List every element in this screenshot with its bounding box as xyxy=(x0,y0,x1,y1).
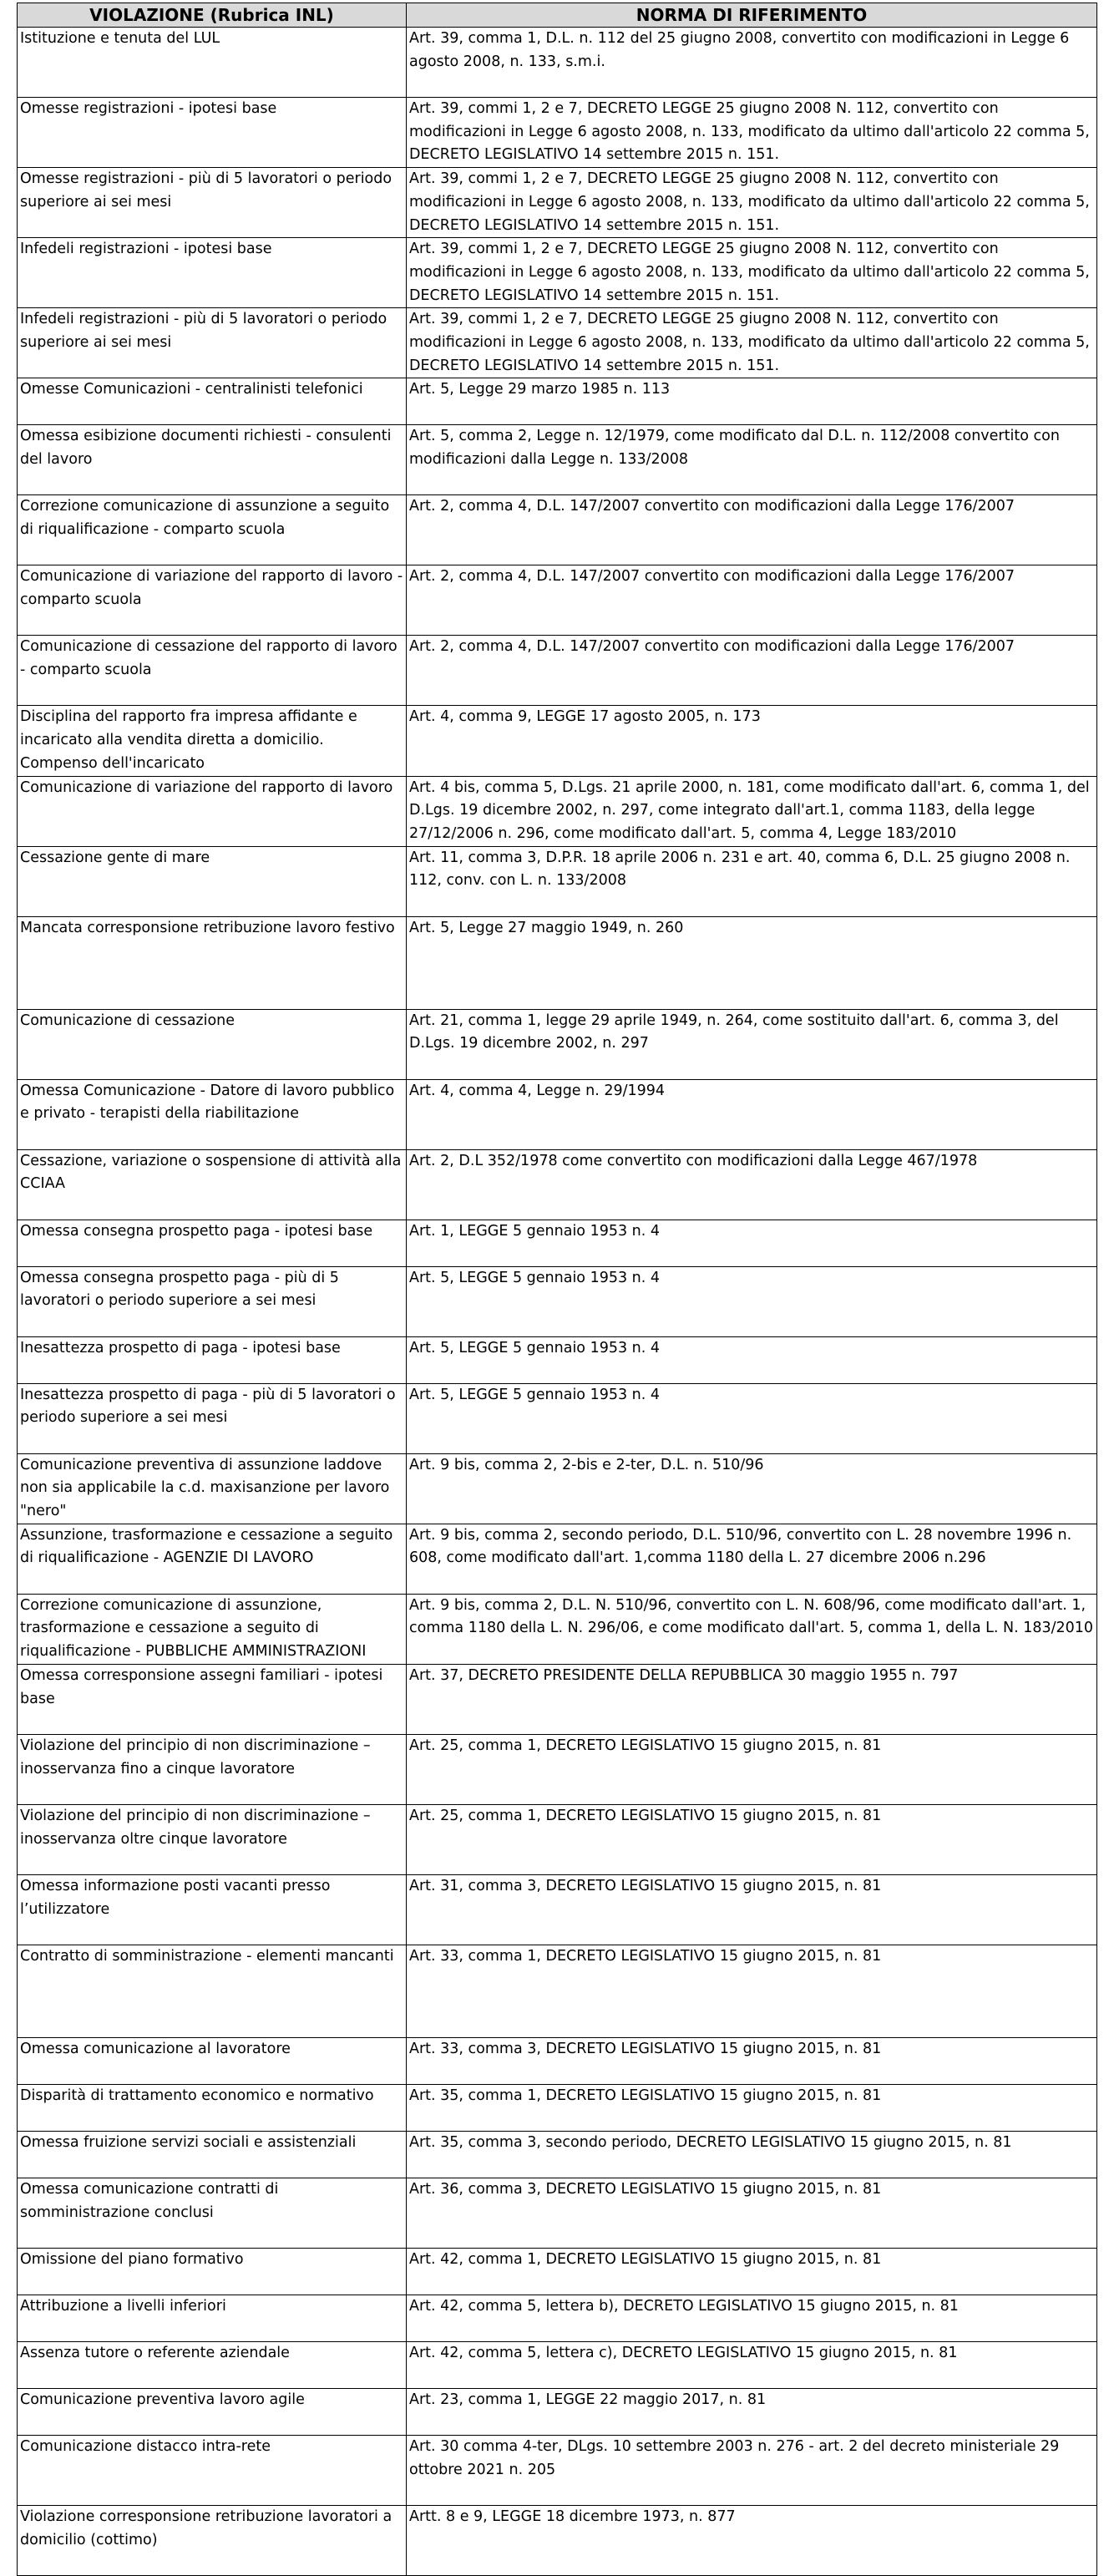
norm-cell: Art. 11, comma 3, D.P.R. 18 aprile 2006 n. 231 e art. 40, comma 6, D.L. 25 giugno 2008 n. 112, conv. con L. n. 133/2008 xyxy=(407,846,1097,916)
violation-cell: Comunicazione preventiva di assunzione laddove non sia applicabile la c.d. maxisanzione per lavoro "nero" xyxy=(18,1453,407,1524)
violation-cell: Comunicazione distacco intra-rete xyxy=(18,2435,407,2505)
violations-table xyxy=(17,3,1097,2576)
violation-cell: Comunicazione preventiva lavoro agile xyxy=(18,2388,407,2435)
norm-cell: Art. 42, comma 5, lettera c), DECRETO LEGISLATIVO 15 giugno 2015, n. 81 xyxy=(407,2341,1097,2388)
norm-cell: Art. 39, comma 1, D.L. n. 112 del 25 giugno 2008, convertito con modificazioni in Legge 6 agosto 2008, n. 133, s.m.i. xyxy=(407,28,1097,98)
table-header-row xyxy=(18,3,1097,28)
table-row xyxy=(18,1734,1097,1804)
norm-cell: Art. 39, commi 1, 2 e 7, DECRETO LEGGE 25 giugno 2008 N. 112, convertito con modificazioni in Legge 6 agosto 2008, n. 133, modificato da ultimo dall'articolo 22 comma 5, DECRETO LEGISLATIVO 14 settembre 2015 n. 151. xyxy=(407,308,1097,378)
violation-cell: Assunzione, trasformazione e cessazione a seguito di riqualificazione - AGENZIE DI LAVORO xyxy=(18,1524,407,1594)
violation-cell: Mancata corresponsione retribuzione lavoro festivo xyxy=(18,916,407,1009)
norm-cell: Art. 21, comma 1, legge 29 aprile 1949, n. 264, come sostituito dall'art. 6, comma 3, del D.Lgs. 19 dicembre 2002, n. 297 xyxy=(407,1009,1097,1079)
norm-cell: Art. 2, comma 4, D.L. 147/2007 convertito con modificazioni dalla Legge 176/2007 xyxy=(407,565,1097,636)
table-row xyxy=(18,2037,1097,2084)
norm-cell: Art. 39, commi 1, 2 e 7, DECRETO LEGGE 25 giugno 2008 N. 112, convertito con modificazioni in Legge 6 agosto 2008, n. 133, modificato da ultimo dall'articolo 22 comma 5, DECRETO LEGISLATIVO 14 settembre 2015 n. 151. xyxy=(407,238,1097,308)
norm-cell: Art. 5, Legge 27 maggio 1949, n. 260 xyxy=(407,916,1097,1009)
norm-cell: Art. 39, commi 1, 2 e 7, DECRETO LEGGE 25 giugno 2008 N. 112, convertito con modificazioni in Legge 6 agosto 2008, n. 133, modificato da ultimo dall'articolo 22 comma 5, DECRETO LEGISLATIVO 14 settembre 2015 n. 151. xyxy=(407,168,1097,238)
violation-cell: Attribuzione a livelli inferiori xyxy=(18,2295,407,2341)
norm-cell: Art. 9 bis, comma 2, secondo periodo, D.L. 510/96, convertito con L. 28 novembre 1996 n. 608, come modificato dall'art. 1,comma 1180 della L. 27 dicembre 2006 n.296 xyxy=(407,1524,1097,1594)
violation-cell: Omessa corresponsione assegni familiari - ipotesi base xyxy=(18,1664,407,1734)
norm-cell: Art. 31, comma 3, DECRETO LEGISLATIVO 15 giugno 2015, n. 81 xyxy=(407,1874,1097,1945)
table-row xyxy=(18,846,1097,916)
violation-cell: Omessa informazione posti vacanti presso l’utilizzatore xyxy=(18,1874,407,1945)
table-row xyxy=(18,1453,1097,1524)
norm-cell: Art. 25, comma 1, DECRETO LEGISLATIVO 15 giugno 2015, n. 81 xyxy=(407,1734,1097,1804)
table-row xyxy=(18,378,1097,425)
norm-cell: Art. 9 bis, comma 2, D.L. N. 510/96, convertito con L. N. 608/96, come modificato dall'art. 1, comma 1180 della L. N. 296/06, e come modificato dall'art. 5, comma 1, della L. N. 183/2010 xyxy=(407,1594,1097,1664)
table-row xyxy=(18,1524,1097,1594)
violation-cell: Omesse registrazioni - più di 5 lavoratori o periodo superiore ai sei mesi xyxy=(18,168,407,238)
table-row xyxy=(18,916,1097,1009)
table-row xyxy=(18,636,1097,706)
norm-cell: Art. 42, comma 1, DECRETO LEGISLATIVO 15 giugno 2015, n. 81 xyxy=(407,2248,1097,2295)
violation-cell: Violazione corresponsione retribuzione lavoratori a domicilio (cottimo) xyxy=(18,2505,407,2575)
norm-cell: Art. 9 bis, comma 2, 2-bis e 2-ter, D.L. n. 510/96 xyxy=(407,1453,1097,1524)
norm-cell: Art. 37, DECRETO PRESIDENTE DELLA REPUBBLICA 30 maggio 1955 n. 797 xyxy=(407,1664,1097,1734)
violation-cell: Assenza tutore o referente aziendale xyxy=(18,2341,407,2388)
violation-cell: Omessa esibizione documenti richiesti - consulenti del lavoro xyxy=(18,425,407,495)
violation-cell: Omessa comunicazione contratti di somministrazione conclusi xyxy=(18,2178,407,2248)
violation-cell: Omessa comunicazione al lavoratore xyxy=(18,2037,407,2084)
table-row xyxy=(18,1220,1097,1266)
table-row xyxy=(18,495,1097,565)
table-row xyxy=(18,1336,1097,1383)
violation-cell: Contratto di somministrazione - elementi mancanti xyxy=(18,1945,407,2037)
table-row xyxy=(18,1594,1097,1664)
norm-cell: Art. 5, LEGGE 5 gennaio 1953 n. 4 xyxy=(407,1266,1097,1336)
table-row xyxy=(18,2295,1097,2341)
violation-cell: Omessa fruizione servizi sociali e assistenziali xyxy=(18,2131,407,2178)
violation-cell: Inesattezza prospetto di paga - ipotesi base xyxy=(18,1336,407,1383)
table-row xyxy=(18,1266,1097,1336)
violation-cell: Infedeli registrazioni - ipotesi base xyxy=(18,238,407,308)
norm-cell: Art. 36, comma 3, DECRETO LEGISLATIVO 15 giugno 2015, n. 81 xyxy=(407,2178,1097,2248)
violation-cell: Disparità di trattamento economico e normativo xyxy=(18,2084,407,2131)
norm-cell: Art. 23, comma 1, LEGGE 22 maggio 2017, n. 81 xyxy=(407,2388,1097,2435)
violation-cell: Omissione del piano formativo xyxy=(18,2248,407,2295)
violation-cell: Correzione comunicazione di assunzione a seguito di riqualificazione - comparto scuola xyxy=(18,495,407,565)
violation-cell: Comunicazione di variazione del rapporto di lavoro xyxy=(18,776,407,846)
norm-cell: Art. 2, D.L 352/1978 come convertito con modificazioni dalla Legge 467/1978 xyxy=(407,1149,1097,1220)
norm-cell: Art. 35, comma 3, secondo periodo, DECRETO LEGISLATIVO 15 giugno 2015, n. 81 xyxy=(407,2131,1097,2178)
table-row xyxy=(18,2178,1097,2248)
norm-cell: Art. 5, LEGGE 5 gennaio 1953 n. 4 xyxy=(407,1336,1097,1383)
norm-cell: Art. 35, comma 1, DECRETO LEGISLATIVO 15 giugno 2015, n. 81 xyxy=(407,2084,1097,2131)
norm-cell: Art. 1, LEGGE 5 gennaio 1953 n. 4 xyxy=(407,1220,1097,1266)
table-body xyxy=(18,28,1097,2576)
norm-cell: Art. 25, comma 1, DECRETO LEGISLATIVO 15 giugno 2015, n. 81 xyxy=(407,1804,1097,1874)
violation-cell: Violazione del principio di non discriminazione – inosservanza fino a cinque lavoratore xyxy=(18,1734,407,1804)
violation-cell: Disciplina del rapporto fra impresa affidante e incaricato alla vendita diretta a domicilio. Compenso dell'incaricato xyxy=(18,706,407,776)
norm-cell: Art. 5, comma 2, Legge n. 12/1979, come modificato dal D.L. n. 112/2008 convertito con modificazioni dalla Legge n. 133/2008 xyxy=(407,425,1097,495)
violation-cell: Cessazione gente di mare xyxy=(18,846,407,916)
table-row xyxy=(18,2341,1097,2388)
violation-cell: Omesse registrazioni - ipotesi base xyxy=(18,98,407,168)
table-row xyxy=(18,565,1097,636)
norm-cell: Art. 33, comma 1, DECRETO LEGISLATIVO 15 giugno 2015, n. 81 xyxy=(407,1945,1097,2037)
table-row xyxy=(18,2435,1097,2505)
table-row xyxy=(18,1804,1097,1874)
norm-cell: Artt. 8 e 9, LEGGE 18 dicembre 1973, n. 877 xyxy=(407,2505,1097,2575)
table-row xyxy=(18,238,1097,308)
violation-cell: Istituzione e tenuta del LUL xyxy=(18,28,407,98)
table-row xyxy=(18,706,1097,776)
violation-cell: Omesse Comunicazioni - centralinisti telefonici xyxy=(18,378,407,425)
table-row xyxy=(18,1664,1097,1734)
violation-cell: Violazione del principio di non discriminazione – inosservanza oltre cinque lavoratore xyxy=(18,1804,407,1874)
table-row xyxy=(18,98,1097,168)
norm-cell: Art. 30 comma 4-ter, DLgs. 10 settembre 2003 n. 276 - art. 2 del decreto ministeriale 29 ottobre 2021 n. 205 xyxy=(407,2435,1097,2505)
norm-cell: Art. 39, commi 1, 2 e 7, DECRETO LEGGE 25 giugno 2008 N. 112, convertito con modificazioni in Legge 6 agosto 2008, n. 133, modificato da ultimo dall'articolo 22 comma 5, DECRETO LEGISLATIVO 14 settembre 2015 n. 151. xyxy=(407,98,1097,168)
table-row xyxy=(18,2248,1097,2295)
header-violation: VIOLAZIONE (Rubrica INL) xyxy=(18,3,407,28)
table-row xyxy=(18,168,1097,238)
violation-cell: Correzione comunicazione di assunzione, trasformazione e cessazione a seguito di riqualificazione - PUBBLICHE AMMINISTRAZIONI xyxy=(18,1594,407,1664)
norm-cell: Art. 4, comma 9, LEGGE 17 agosto 2005, n. 173 xyxy=(407,706,1097,776)
table-row xyxy=(18,1079,1097,1149)
table-row xyxy=(18,28,1097,98)
table-row xyxy=(18,1874,1097,1945)
norm-cell: Art. 5, Legge 29 marzo 1985 n. 113 xyxy=(407,378,1097,425)
table-row xyxy=(18,1945,1097,2037)
norm-cell: Art. 2, comma 4, D.L. 147/2007 convertito con modificazioni dalla Legge 176/2007 xyxy=(407,636,1097,706)
table-row xyxy=(18,776,1097,846)
norm-cell: Art. 2, comma 4, D.L. 147/2007 convertito con modificazioni dalla Legge 176/2007 xyxy=(407,495,1097,565)
violation-cell: Comunicazione di cessazione xyxy=(18,1009,407,1079)
table-row xyxy=(18,1383,1097,1453)
violation-cell: Cessazione, variazione o sospensione di attività alla CCIAA xyxy=(18,1149,407,1220)
norm-cell: Art. 4 bis, comma 5, D.Lgs. 21 aprile 2000, n. 181, come modificato dall'art. 6, comma 1, del D.Lgs. 19 dicembre 2002, n. 297, come integrato dall'art.1, comma 1183, della legge 27/12/2006 n. 296, come modificato dall'art. 5, comma 4, Legge 183/2010 xyxy=(407,776,1097,846)
violation-cell: Comunicazione di variazione del rapporto di lavoro - comparto scuola xyxy=(18,565,407,636)
table-row xyxy=(18,425,1097,495)
table-row xyxy=(18,2131,1097,2178)
norm-cell: Art. 33, comma 3, DECRETO LEGISLATIVO 15 giugno 2015, n. 81 xyxy=(407,2037,1097,2084)
violation-cell: Omessa consegna prospetto paga - più di 5 lavoratori o periodo superiore a sei mesi xyxy=(18,1266,407,1336)
table-row xyxy=(18,2388,1097,2435)
table-row xyxy=(18,1149,1097,1220)
norm-cell: Art. 5, LEGGE 5 gennaio 1953 n. 4 xyxy=(407,1383,1097,1453)
table-row xyxy=(18,2084,1097,2131)
header-norm: NORMA DI RIFERIMENTO xyxy=(407,3,1097,28)
violation-cell: Comunicazione di cessazione del rapporto di lavoro - comparto scuola xyxy=(18,636,407,706)
norm-cell: Art. 42, comma 5, lettera b), DECRETO LEGISLATIVO 15 giugno 2015, n. 81 xyxy=(407,2295,1097,2341)
table-row xyxy=(18,2505,1097,2575)
violation-cell: Omessa Comunicazione - Datore di lavoro pubblico e privato - terapisti della riabilitazione xyxy=(18,1079,407,1149)
violation-cell: Omessa consegna prospetto paga - ipotesi base xyxy=(18,1220,407,1266)
violation-cell: Infedeli registrazioni - più di 5 lavoratori o periodo superiore ai sei mesi xyxy=(18,308,407,378)
table-row xyxy=(18,308,1097,378)
norm-cell: Art. 4, comma 4, Legge n. 29/1994 xyxy=(407,1079,1097,1149)
violation-cell: Inesattezza prospetto di paga - più di 5 lavoratori o periodo superiore a sei mesi xyxy=(18,1383,407,1453)
table-row xyxy=(18,1009,1097,1079)
document-page xyxy=(17,3,1096,2576)
